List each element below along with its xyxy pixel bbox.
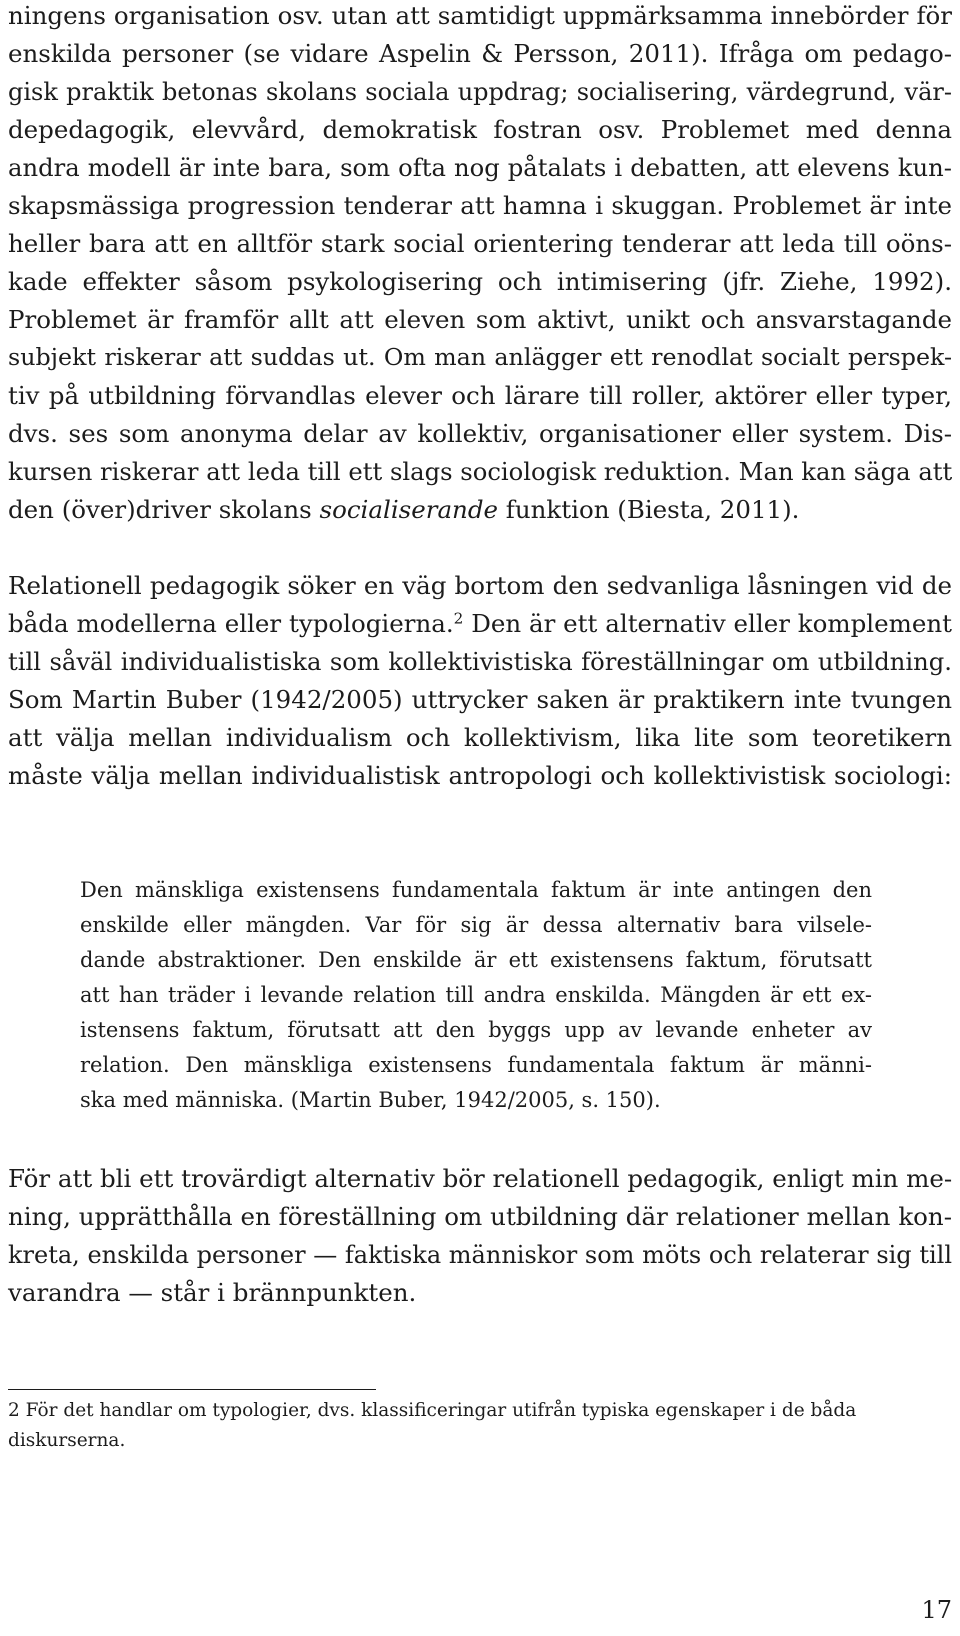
page-number: 17 [921, 1596, 952, 1624]
text-run: båda modellerna eller typologierna. [8, 609, 454, 638]
text-line: måste välja mellan individualistisk antropologi och kollektivistisk sociologi: [8, 761, 952, 790]
quote-line: dande abstraktioner. Den enskilde är ett existensens faktum, förutsatt [80, 948, 872, 972]
text-line: ning, upprätthålla en föreställning om utbildning där relationer mellan kon- [8, 1202, 952, 1231]
text-run: funktion (Biesta, 2011). [498, 495, 800, 524]
text-line: kursen riskerar att leda till ett slags sociologisk reduktion. Man kan säga att [8, 457, 953, 486]
footnote-line: diskurserna. [8, 1430, 126, 1451]
text-line: till såväl individualistiska som kollektivistiska föreställningar om utbildning. [8, 647, 952, 676]
text-line: ningens organisation osv. utan att samtidigt uppmärksamma innebörder för [8, 1, 952, 30]
text-run: den (över)driver skolans [8, 495, 320, 524]
text-line [8, 609, 952, 638]
text-line: skapsmässiga progression tenderar att hamna i skuggan. Problemet är inte [8, 191, 952, 220]
text-line: kade effekter såsom psykologisering och intimisering (jfr. Ziehe, 1992). [8, 267, 952, 296]
text-line: subjekt riskerar att suddas ut. Om man anlägger ett renodlat socialt perspek- [8, 343, 952, 371]
italic-term: socialiserande [319, 495, 499, 524]
footnote-reference[interactable]: 2 [453, 609, 464, 628]
footnote-line [8, 1402, 952, 1421]
text-line: enskilda personer (se vidare Aspelin & Persson, 2011). Ifråga om pedago- [8, 39, 952, 68]
text-line: heller bara att en alltför stark social orientering tenderar att leda till oöns- [8, 229, 952, 258]
text-line: andra modell är inte bara, som ofta nog påtalats i debatten, att elevens kun- [8, 153, 952, 182]
text-run: Den är ett alternativ eller komplement [463, 609, 952, 638]
quote-line: enskilde eller mängden. Var för sig är dessa alternativ bara vilsele- [80, 913, 872, 937]
text-line [8, 495, 952, 524]
quote-line: relation. Den mänskliga existensens fundamentala faktum är männi- [80, 1053, 872, 1077]
text-line: kreta, enskilda personer — faktiska människor som möts och relaterar sig till [8, 1241, 952, 1269]
text-line: tiv på utbildning förvandlas elever och lärare till roller, aktörer eller typer, [8, 381, 952, 410]
text-line: Problemet är framför allt att eleven som aktivt, unikt och ansvarstagande [8, 305, 952, 334]
text-line: Relationell pedagogik söker en väg bortom den sedvanliga låsningen vid de [8, 571, 952, 600]
text-line: dvs. ses som anonyma delar av kollektiv, organisationer eller system. Dis- [8, 419, 952, 448]
footnote-number: 2 [8, 1400, 20, 1421]
text-line: depedagogik, elevvård, demokratisk fostran osv. Problemet med denna [8, 115, 952, 144]
footnote-separator [8, 1389, 376, 1390]
text-line: Som Martin Buber (1942/2005) uttrycker saken är praktikern inte tvungen [8, 685, 952, 714]
text-line: att välja mellan individualism och kollektivism, lika lite som teoretikern [8, 723, 952, 752]
quote-line: istensens faktum, förutsatt att den byggs upp av levande enheter av [80, 1018, 872, 1042]
footnote-text: För det handlar om typologier, dvs. klassificeringar utifrån typiska egenskaper i de båda [19, 1400, 857, 1421]
quote-line: ska med människa. (Martin Buber, 1942/2005, s. 150). [80, 1088, 661, 1112]
quote-line: att han träder i levande relation till andra enskilda. Mängden är ett ex- [80, 983, 872, 1007]
quote-line: Den mänskliga existensens fundamentala faktum är inte antingen den [80, 878, 872, 902]
text-line: För att bli ett trovärdigt alternativ bör relationell pedagogik, enligt min me- [8, 1164, 953, 1193]
text-line: varandra — står i brännpunkten. [8, 1278, 417, 1307]
text-line: gisk praktik betonas skolans sociala uppdrag; socialisering, värdegrund, vär- [8, 78, 952, 106]
